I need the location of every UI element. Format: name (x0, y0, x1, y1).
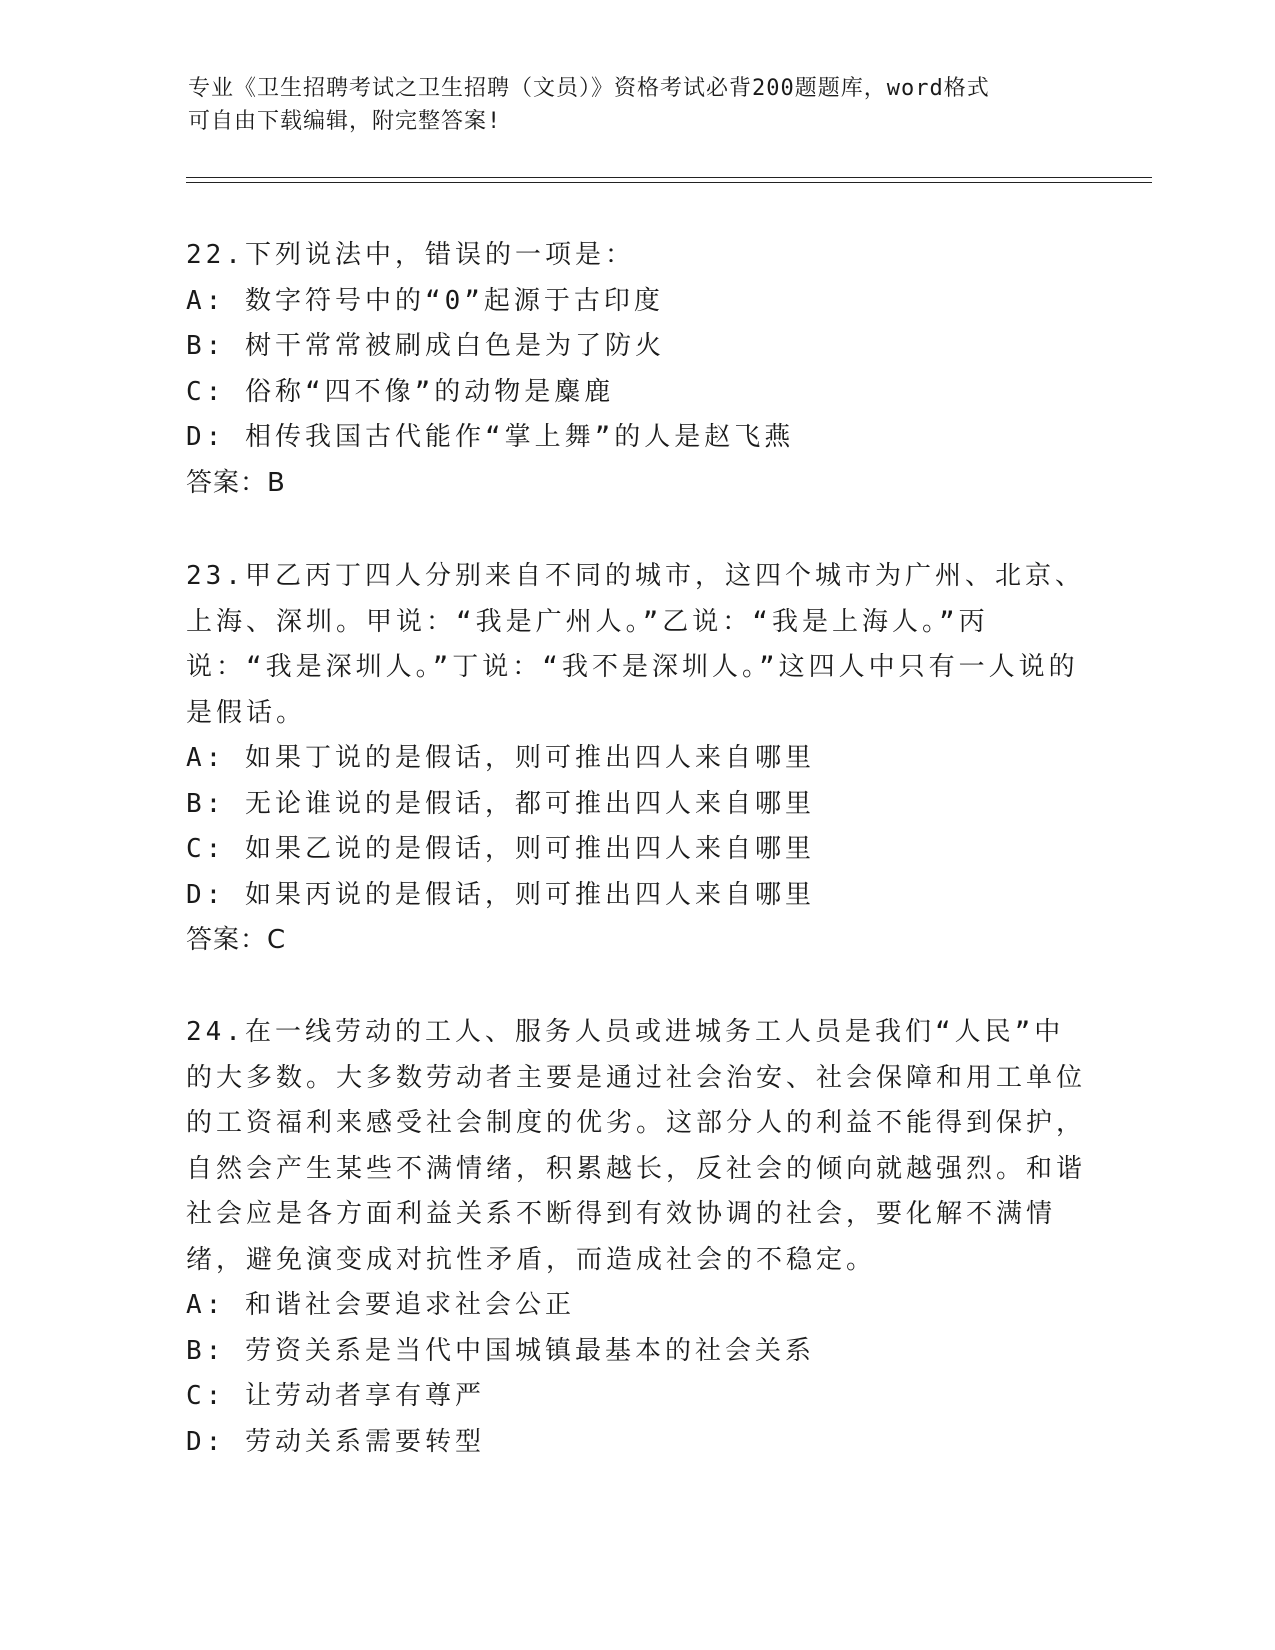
question-stem: 22.下列说法中，错误的一项是： (186, 240, 635, 270)
question-stem: 24.在一线劳动的工人、服务人员或进城务工人员是我们“人民”中的大多数。大多数劳动者主要是通过社会治安、社会保障和用工单位的工资福利来感受社会制度的优劣。这部分人的利益不能得到保护，自然会产生某些不满情绪，积累越长，反社会的倾向就越强烈。和谐社会应是各方面利益关系不断得到有效协调的社会，要化解不满情绪，避免演变成对抗性矛盾，而造成社会的不稳定。 (186, 1017, 1087, 1275)
option-b: B: 劳资关系是当代中国城镇最基本的社会关系 (186, 1335, 815, 1366)
option-b: B: 树干常常被刷成白色是为了防火 (186, 331, 665, 361)
header-line-1: 专业《卫生招聘考试之卫生招聘（文员）》资格考试必背200题题库，word格式 (188, 76, 990, 101)
header-divider-top (186, 177, 1152, 178)
question-23 (186, 554, 1086, 964)
answer-label: 答案：B (186, 467, 286, 498)
question-22 (186, 233, 1086, 506)
question-stem: 23.甲乙丙丁四人分别来自不同的城市，这四个城市为广州、北京、上海、深圳。甲说：“我是广州人。”乙说：“我是上海人。”丙说：“我是深圳人。”丁说：“我不是深圳人。”这四人中只有一人说的是假话。 (186, 561, 1085, 728)
option-d: D: 劳动关系需要转型 (186, 1426, 485, 1457)
header-divider-bottom (186, 182, 1152, 183)
option-a: A: 如果丁说的是假话，则可推出四人来自哪里 (186, 743, 815, 773)
option-d: D: 相传我国古代能作“掌上舞”的人是赵飞燕 (186, 422, 795, 452)
option-b: B: 无论谁说的是假话，都可推出四人来自哪里 (186, 788, 815, 819)
question-24 (186, 1010, 1086, 1465)
document-header (188, 72, 1068, 138)
answer-label: 答案：C (186, 925, 287, 955)
option-c: C: 俗称“四不像”的动物是麋鹿 (186, 376, 615, 407)
option-d: D: 如果丙说的是假话，则可推出四人来自哪里 (186, 879, 815, 910)
option-c: C: 如果乙说的是假话，则可推出四人来自哪里 (186, 834, 815, 864)
option-a: A: 数字符号中的“0”起源于古印度 (186, 285, 664, 316)
option-c: C: 让劳动者享有尊严 (186, 1381, 485, 1411)
option-a: A: 和谐社会要追求社会公正 (186, 1290, 575, 1320)
header-line-2: 可自由下载编辑，附完整答案! (188, 109, 502, 134)
